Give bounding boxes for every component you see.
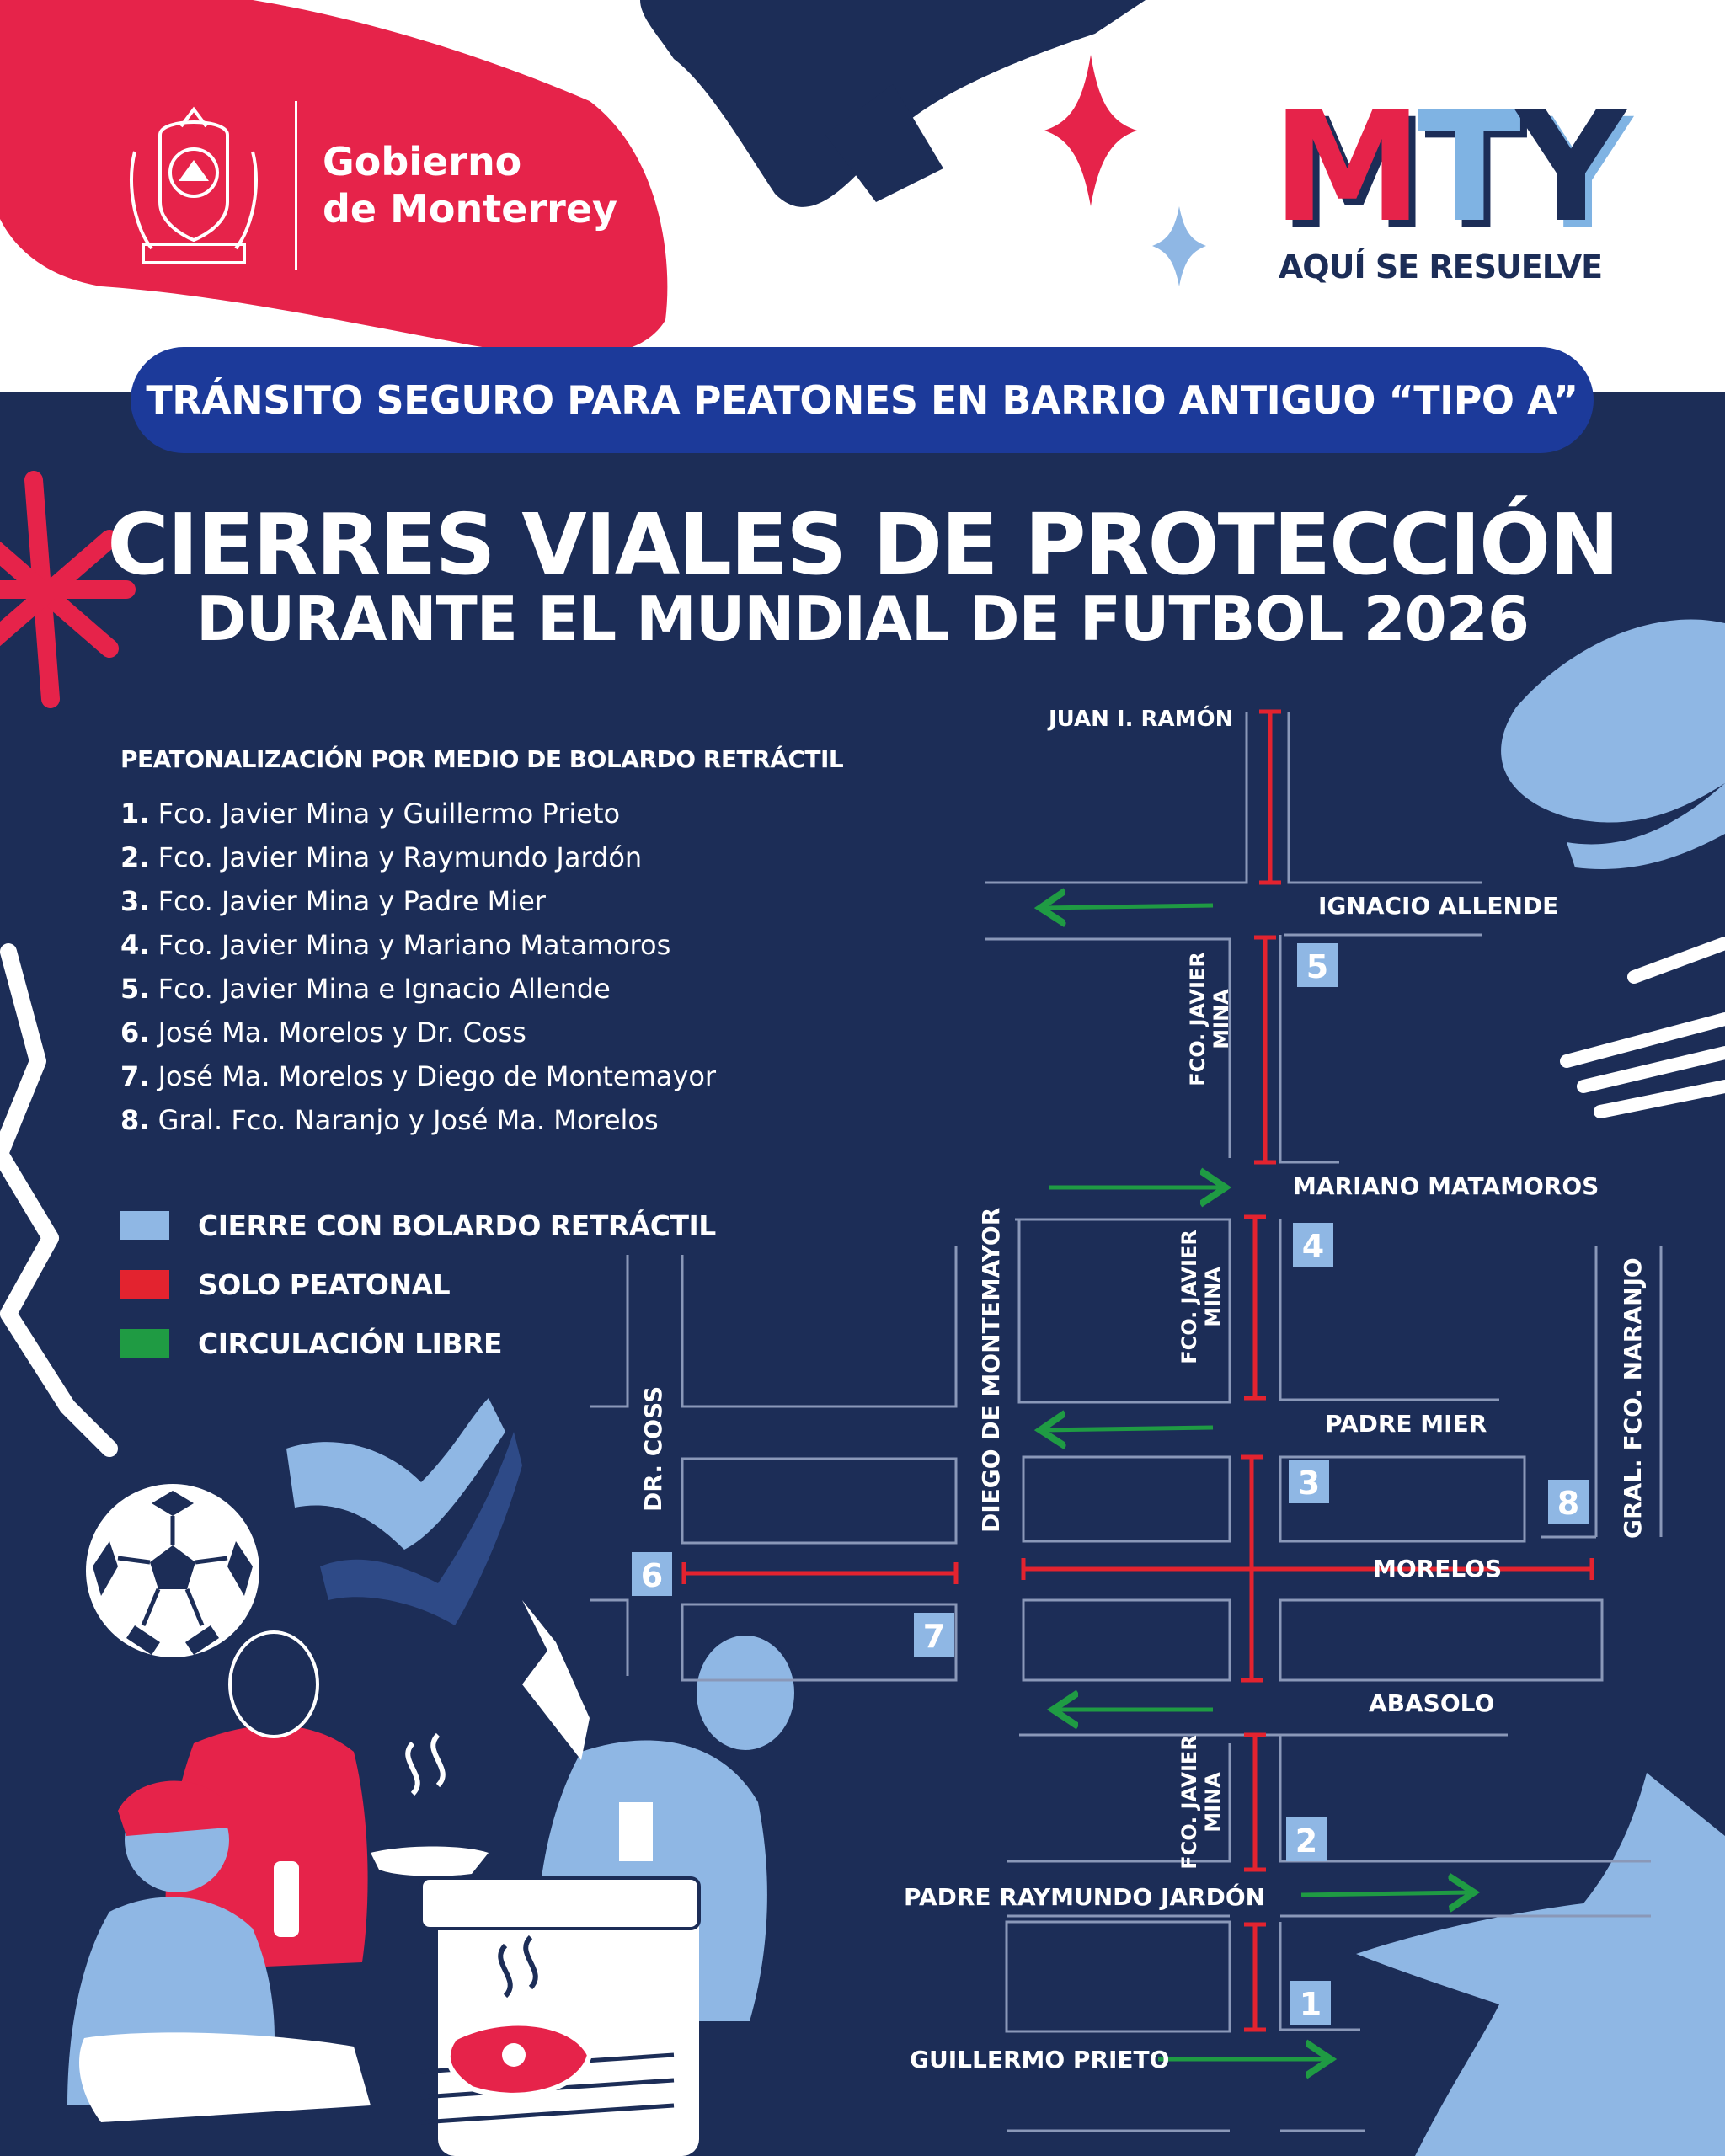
closure-number: 8. (120, 1104, 150, 1136)
main-title: CIERRES VIALES DE PROTECCIÓN (107, 495, 1618, 594)
street-label-matamoros: MARIANO MATAMOROS (1293, 1172, 1599, 1200)
subtitle-banner: TRÁNSITO SEGURO PARA PEATONES EN BARRIO ANTIGUO “TIPO A” (131, 347, 1594, 453)
legend-label: CIERRE CON BOLARDO RETRÁCTIL (198, 1209, 716, 1242)
closure-text: Fco. Javier Mina e Ignacio Allende (158, 973, 611, 1005)
closure-badge-3 (1289, 1460, 1329, 1503)
badge-number: 1 (1299, 1986, 1322, 2023)
closure-text: Fco. Javier Mina y Guillermo Prieto (158, 798, 621, 830)
badge-number: 4 (1301, 1228, 1325, 1265)
badge-number: 3 (1297, 1465, 1321, 1502)
street-label-mina-line2: MINA (1201, 1267, 1225, 1327)
brand-letter-t: T (1418, 80, 1516, 256)
badge-number: 6 (640, 1557, 664, 1594)
legend-label: CIRCULACIÓN LIBRE (198, 1326, 503, 1360)
street-label-mina-line2: MINA (1201, 1772, 1225, 1833)
closure-badge-8 (1548, 1480, 1589, 1524)
closure-number: 7. (120, 1060, 150, 1092)
closure-text: Fco. Javier Mina y Raymundo Jardón (158, 841, 643, 873)
brand-letter-m: M (1272, 80, 1418, 256)
street-label-allende: IGNACIO ALLENDE (1318, 892, 1559, 920)
closure-text: Gral. Fco. Naranjo y José Ma. Morelos (158, 1104, 659, 1136)
closure-badge-7 (914, 1613, 954, 1657)
badge-number: 8 (1557, 1485, 1580, 1522)
street-label-juan-ramon: JUAN I. RAMÓN (1049, 707, 1234, 732)
street-label-mina-5 (1186, 952, 1233, 1086)
brand-letter-y: Y (1515, 80, 1621, 256)
closures-heading: PEATONALIZACIÓN POR MEDIO DE BOLARDO RETRÁCTIL (120, 745, 844, 773)
street-label-mina-line1: FCO. JAVIER (1178, 1230, 1201, 1364)
badge-number: 7 (922, 1618, 946, 1655)
closure-text: José Ma. Morelos y Dr. Coss (158, 1017, 526, 1049)
closure-badge-6 (632, 1552, 672, 1596)
street-label-padre-mier: PADRE MIER (1325, 1410, 1487, 1438)
street-label-mina-line1: FCO. JAVIER (1186, 952, 1210, 1086)
street-label-morelos: MORELOS (1373, 1555, 1503, 1582)
closure-number: 6. (120, 1017, 150, 1049)
badge-number: 2 (1295, 1822, 1318, 1860)
street-label-montemayor: DIEGO DE MONTEMAYOR (977, 1207, 1005, 1533)
closure-badge-1 (1290, 1981, 1331, 2025)
closure-text: José Ma. Morelos y Diego de Montemayor (158, 1060, 717, 1092)
government-name: Gobierno de Monterrey (323, 139, 618, 232)
street-label-prieto: GUILLERMO PRIETO (910, 2046, 1170, 2073)
closure-number: 3. (120, 885, 150, 917)
brand-slogan: AQUÍ SE RESUELVE (1278, 248, 1603, 286)
street-label-jardon: PADRE RAYMUNDO JARDÓN (904, 1883, 1266, 1911)
badge-number: 5 (1306, 948, 1329, 985)
closure-badge-5 (1297, 943, 1338, 987)
closure-text: Fco. Javier Mina y Padre Mier (158, 885, 546, 917)
closure-badge-4 (1293, 1223, 1333, 1267)
city-blocks (590, 712, 1661, 2131)
street-label-mina-line2: MINA (1210, 989, 1233, 1049)
street-label-mina-4 (1178, 1230, 1225, 1364)
closure-number: 4. (120, 929, 150, 961)
street-label-coss: DR. COSS (639, 1385, 667, 1512)
closure-number: 2. (120, 841, 150, 873)
street-label-naranjo: GRAL. FCO. NARANJO (1619, 1257, 1647, 1539)
main-subtitle: DURANTE EL MUNDIAL DE FUTBOL 2026 (196, 584, 1529, 654)
closure-number: 5. (120, 973, 150, 1005)
street-label-mina-2 (1178, 1735, 1225, 1870)
closure-number: 1. (120, 798, 150, 830)
legend-label: SOLO PEATONAL (198, 1267, 451, 1301)
street-label-mina-line1: FCO. JAVIER (1178, 1735, 1201, 1870)
street-label-abasolo: ABASOLO (1369, 1689, 1495, 1717)
closure-text: Fco. Javier Mina y Mariano Matamoros (158, 929, 671, 961)
closure-badge-2 (1286, 1817, 1327, 1861)
